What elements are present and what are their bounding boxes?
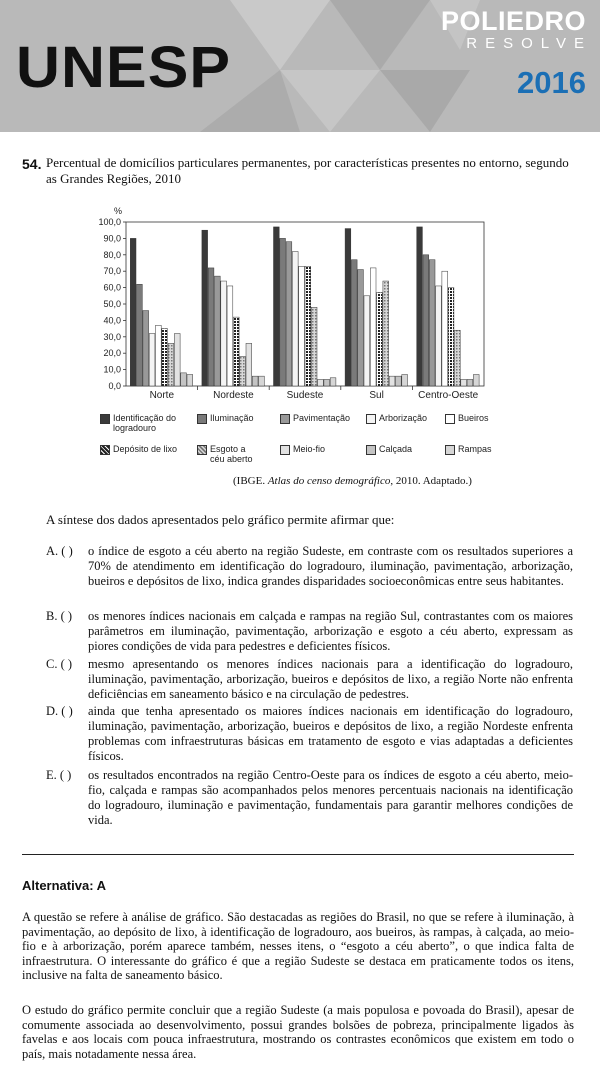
bar [233,317,239,386]
bar [168,343,174,386]
legend-entry [100,444,177,455]
option-c[interactable] [46,657,573,702]
legend-label: Esgoto a céu aberto [210,444,253,464]
legend-entry [366,444,412,455]
y-tick-label: 70,0 [103,266,121,277]
legend-label: Depósito de lixo [113,444,178,454]
bar [461,379,467,386]
x-category-label: Norte [149,390,175,401]
resolution-paragraph-2: O estudo do gráfico permite concluir que a região Sudeste (a mais populosa e povoada do Brasil), apesar de comumente associada ao desenvolvimento, possui grandes bolsões de pobreza, principalmente ligados às favelas e aos locais com pouca infraestrutura, mostrando os contrastes econômicos que existem em todo o país, mais notadamente nessa área. [22,1003,574,1061]
x-category-label: Centro-Oeste [418,390,479,401]
bar [252,376,258,386]
bar [149,334,155,386]
legend-label: Bueiros [458,413,489,423]
bar [442,271,448,386]
bar [473,375,479,386]
option-d[interactable] [46,704,573,764]
legend-swatch [445,445,455,455]
bar [305,266,311,386]
y-tick-label: 40,0 [103,315,121,326]
bar-chart [96,204,496,404]
question-number: 54. [22,156,42,172]
option-b-text: os menores índices nacionais em calçada e rampas na região Sul, contrastantes com os maiores parâmetros em iluminação, pavimentação, arborização e esgoto a céu aberto, expressam as piores condições de vida para pedestres e deficientes físicos. [88,609,573,653]
option-d-text: ainda que tenha apresentado os maiores índices nacionais em identificação do logradouro, iluminação, pavimentação, arborização, bueiros e depósitos de lixo, a região Nordeste enfrenta problemas com infraestruturas básicas em tratamento de esgoto e vias adaptadas a deficientes físicos. [88,704,573,763]
section-divider [22,854,574,855]
bar [377,293,383,386]
question-title: Percentual de domicílios particulares permanentes, por características presentes no entorno, segundo as Grandes Regiões, 2010 [46,155,569,186]
source-prefix: (IBGE. [233,475,268,487]
x-category-label: Sudeste [286,390,324,401]
bar [389,376,395,386]
bar [156,325,162,386]
legend-entry [197,413,254,424]
bar [240,356,246,386]
legend-label: Meio-fio [293,444,326,454]
legend-swatch [197,445,207,455]
legend-swatch [445,414,455,424]
bar [370,268,376,386]
source-suffix: , 2010. Adaptado.) [390,475,472,487]
bar [227,286,233,386]
bar [417,227,423,386]
legend-entry [445,444,492,455]
legend-label: Calçada [379,444,413,454]
question-prompt: A síntese dos dados apresentados pelo gráfico permite afirmar que: [46,512,395,527]
bar [221,281,227,386]
legend-swatch [280,414,290,424]
bar [330,378,336,386]
bar [292,252,298,386]
bar [187,375,193,386]
option-a-label[interactable]: A. ( ) [46,544,73,558]
option-c-label[interactable]: C. ( ) [46,657,73,671]
legend-entry [366,413,427,424]
y-tick-label: 0,0 [108,381,121,391]
chart-source [233,475,472,487]
bar [130,238,136,386]
x-category-label: Nordeste [213,390,254,401]
bar [429,260,435,386]
bar [137,284,143,386]
option-a[interactable] [46,544,573,589]
option-e[interactable] [46,768,573,828]
y-tick-label: 30,0 [103,331,121,342]
legend-swatch [100,414,110,424]
y-tick-label: 80,0 [103,249,121,260]
y-tick-label: 60,0 [103,282,121,293]
option-b-label[interactable]: B. ( ) [46,609,73,623]
bar [299,266,305,386]
option-d-label[interactable]: D. ( ) [46,704,73,718]
y-tick-label: 100,0 [98,217,121,227]
bar [311,307,317,386]
bar [318,379,324,386]
bar [181,373,187,386]
option-c-text: mesmo apresentando os menores índices nacionais para a identificação do logradouro, iluminação, pavimentação, arborização, bueiros e depósitos de lixo, a região Norte não enfrenta deficiências em saneamento básico e na circulação de pedestres. [88,657,573,701]
legend-label: Pavimentação [293,413,351,423]
legend-swatch [100,445,110,455]
bar [383,281,389,386]
brand-subtitle: RESOLVE [466,35,592,52]
bar [202,230,208,386]
bar [324,379,330,386]
source-title: Atlas do censo demográfico [267,475,391,487]
y-tick-label: 90,0 [103,233,121,244]
bar [143,311,149,386]
bar [215,276,221,386]
exam-year: 2016 [517,65,586,100]
exam-logo: UNESP [16,35,232,100]
legend-entry [100,413,176,433]
y-tick-label: 50,0 [103,299,121,309]
answer-heading: Alternativa: A [22,878,107,893]
bar [436,286,442,386]
legend-entry [280,444,325,455]
bar [423,255,429,386]
legend-label: Rampas [458,444,492,454]
option-a-text: o índice de esgoto a céu aberto na região Sudeste, em contraste com os resultados superiores a 70% de atendimento em identificação do logradouro, iluminação, pavimentação, arborização, bueiros e depósitos de lixo, indica grandes disparidades socioeconômicas entre seus habitantes. [88,544,573,588]
bar [208,268,214,386]
bar [364,296,370,386]
legend-label: Arborização [379,413,428,423]
bar [162,329,168,386]
bar [448,288,454,386]
bar [174,334,180,386]
legend-label: Identificação do logradouro [113,413,177,433]
bar [351,260,357,386]
page-header [0,0,600,132]
bar [455,330,461,386]
brand-name: POLIEDRO [440,6,586,36]
brand-block [440,6,592,100]
bar [345,229,351,386]
legend-entry [445,413,489,424]
legend-entry [280,413,350,424]
option-e-label[interactable]: E. ( ) [46,768,72,782]
option-e-text: os resultados encontrados na região Centro-Oeste para os índices de esgoto a céu aberto, meio-fio, calçada e rampas são acompanhados pelos menores percentuais nacionais na identificação do logradouro, iluminação e pavimentação, fundamentais para garantir melhores condições de vida. [88,768,573,827]
x-category-label: Sul [369,390,384,401]
legend-swatch [280,445,290,455]
bar [467,379,473,386]
legend-label: Iluminação [210,413,254,423]
legend-swatch [197,414,207,424]
option-b[interactable] [46,609,573,654]
resolution-paragraph-1: A questão se refere à análise de gráfico. São destacadas as regiões do Brasil, no que se refere à iluminação, à pavimentação, ao depósito de lixo, à identificação de logradouro, aos bueiros, às rampas, à calçada, ao meio-fio e à arborização, porém aparece também, nesses itens, o “esgoto a céu aberto”, o que indica falta de infraestrutura. O interessante do gráfico é que a região Sudeste se destaca em praticamente todos os itens, inclusive na falta de saneamento básico. [22,910,574,983]
bar [246,343,252,386]
bar [280,238,286,386]
bar [274,227,280,386]
legend-swatch [366,445,376,455]
bar [358,270,364,386]
y-tick-label: 10,0 [103,364,121,375]
y-axis-label: % [114,206,123,216]
bar [259,376,265,386]
legend-entry [197,444,253,464]
bar [396,376,402,386]
y-tick-label: 20,0 [103,348,121,359]
bar [402,375,408,386]
legend-swatch [366,414,376,424]
bar [286,242,292,386]
